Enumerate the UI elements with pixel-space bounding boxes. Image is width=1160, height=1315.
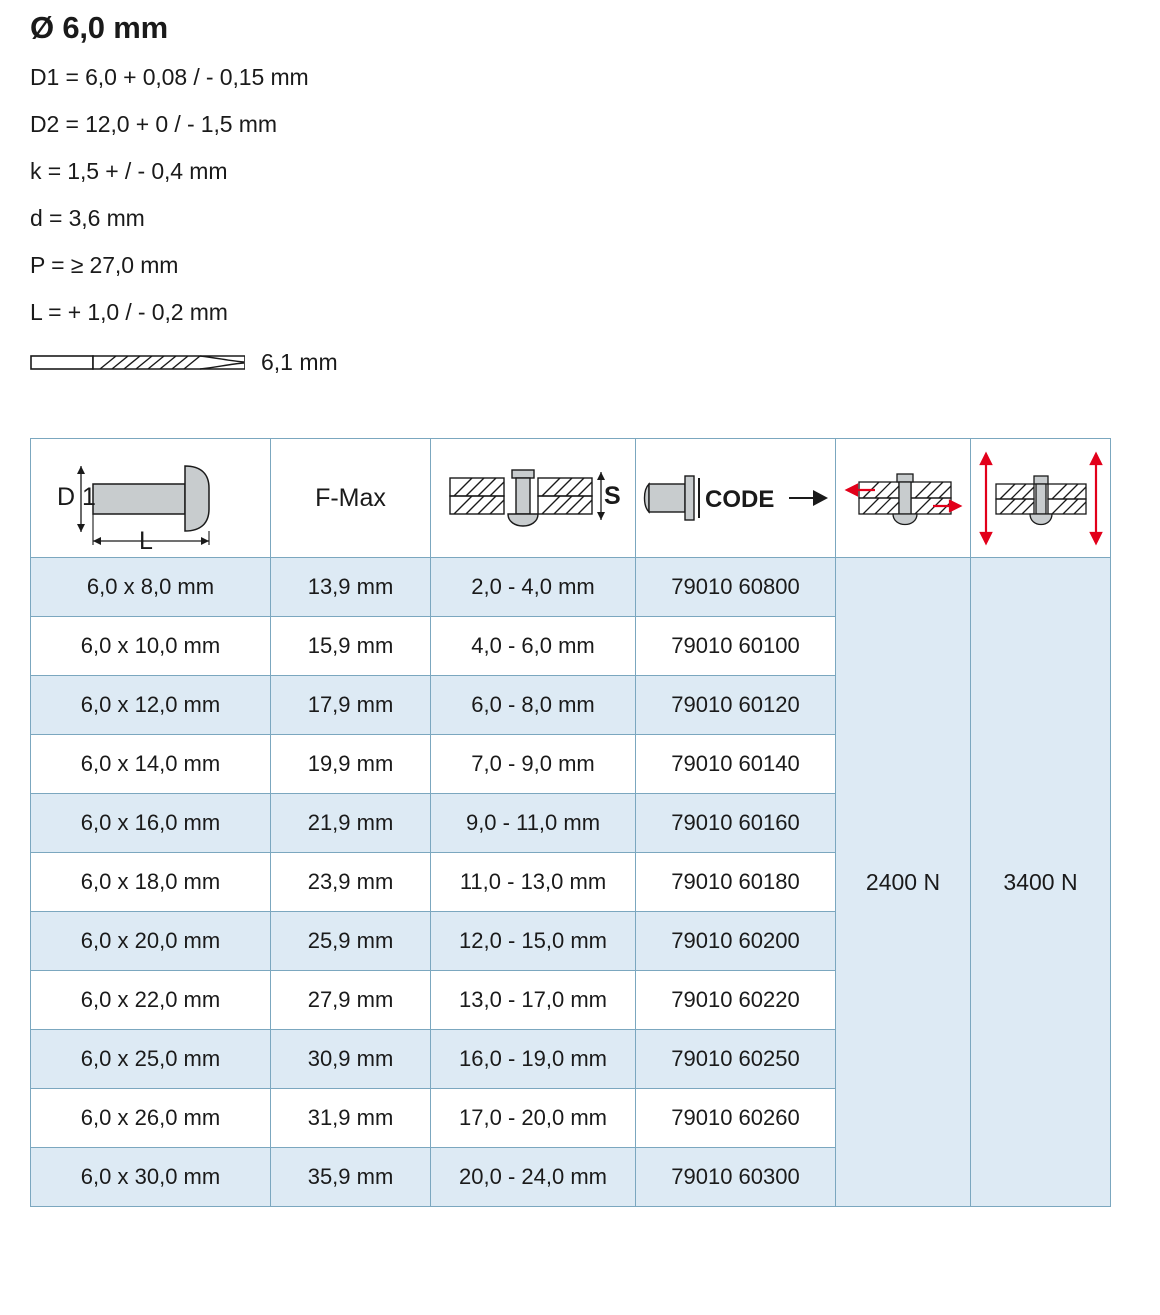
cell-code: 79010 60800	[636, 558, 836, 617]
cell-fmax: 25,9 mm	[271, 912, 431, 971]
cell-dimension: 6,0 x 8,0 mm	[31, 558, 271, 617]
drill-diameter-label: 6,1 mm	[261, 348, 338, 375]
svg-text:D 1: D 1	[56, 482, 96, 511]
cell-fmax: 27,9 mm	[271, 971, 431, 1030]
table-header-row	[31, 439, 1111, 558]
cell-thickness-range: 4,0 - 6,0 mm	[431, 617, 636, 676]
cell-thickness-range: 6,0 - 8,0 mm	[431, 676, 636, 735]
cell-fmax: 15,9 mm	[271, 617, 431, 676]
cell-dimension: 6,0 x 14,0 mm	[31, 735, 271, 794]
cell-fmax: 17,9 mm	[271, 676, 431, 735]
table-header	[31, 439, 1111, 558]
cell-dimension: 6,0 x 12,0 mm	[31, 676, 271, 735]
cell-fmax: 21,9 mm	[271, 794, 431, 853]
header-shear-cell	[836, 439, 971, 558]
header-thickness-cell	[431, 439, 636, 558]
cell-dimension: 6,0 x 16,0 mm	[31, 794, 271, 853]
cell-shear-force: 2400 N	[836, 558, 971, 1207]
spec-line-l: L = + 1,0 / - 0,2 mm	[30, 299, 228, 325]
cell-code: 79010 60300	[636, 1148, 836, 1207]
header-fmax-cell: F-Max	[271, 439, 431, 558]
cell-fmax: 19,9 mm	[271, 735, 431, 794]
cell-thickness-range: 13,0 - 17,0 mm	[431, 971, 636, 1030]
cell-thickness-range: 11,0 - 13,0 mm	[431, 853, 636, 912]
cell-fmax: 23,9 mm	[271, 853, 431, 912]
rivet-table-wrap	[30, 438, 1160, 1207]
cell-fmax: 13,9 mm	[271, 558, 431, 617]
svg-text:CODE: CODE	[705, 486, 775, 513]
cell-thickness-range: 16,0 - 19,0 mm	[431, 1030, 636, 1089]
cell-code: 79010 60140	[636, 735, 836, 794]
cell-code: 79010 60250	[636, 1030, 836, 1089]
datasheet-page	[0, 10, 1160, 1207]
cell-fmax: 35,9 mm	[271, 1148, 431, 1207]
drill-diameter-row	[30, 348, 1160, 376]
cell-dimension: 6,0 x 26,0 mm	[31, 1089, 271, 1148]
cell-thickness-range: 7,0 - 9,0 mm	[431, 735, 636, 794]
cell-thickness-range: 17,0 - 20,0 mm	[431, 1089, 636, 1148]
cell-code: 79010 60120	[636, 676, 836, 735]
cell-dimension: 6,0 x 20,0 mm	[31, 912, 271, 971]
cell-thickness-range: 2,0 - 4,0 mm	[431, 558, 636, 617]
cell-code: 79010 60220	[636, 971, 836, 1030]
cell-tensile-force: 3400 N	[971, 558, 1111, 1207]
rivet-specification-table	[30, 438, 1111, 1207]
cell-code: 79010 60180	[636, 853, 836, 912]
spec-line-d1: D1 = 6,0 + 0,08 / - 0,15 mm	[30, 64, 309, 90]
cell-code: 79010 60260	[636, 1089, 836, 1148]
cell-dimension: 6,0 x 25,0 mm	[31, 1030, 271, 1089]
cell-code: 79010 60160	[636, 794, 836, 853]
table-body	[31, 558, 1111, 1207]
header-tensile-cell	[971, 439, 1111, 558]
cell-dimension: 6,0 x 22,0 mm	[31, 971, 271, 1030]
spec-line-p: P = ≥ 27,0 mm	[30, 252, 179, 278]
spec-line-d2: D2 = 12,0 + 0 / - 1,5 mm	[30, 111, 277, 137]
svg-text:S: S	[603, 482, 621, 510]
page-title: Ø 6,0 mm	[30, 10, 168, 45]
svg-text:L: L	[138, 526, 153, 551]
cell-thickness-range: 20,0 - 24,0 mm	[431, 1148, 636, 1207]
cell-dimension: 6,0 x 18,0 mm	[31, 853, 271, 912]
spec-line-k: k = 1,5 + / - 0,4 mm	[30, 158, 228, 184]
cell-dimension: 6,0 x 30,0 mm	[31, 1148, 271, 1207]
cell-fmax: 30,9 mm	[271, 1030, 431, 1089]
header-dimension-cell	[31, 439, 271, 558]
spec-line-d: d = 3,6 mm	[30, 205, 145, 231]
table-row	[31, 558, 1111, 617]
header-code-cell	[636, 439, 836, 558]
cell-dimension: 6,0 x 10,0 mm	[31, 617, 271, 676]
cell-thickness-range: 12,0 - 15,0 mm	[431, 912, 636, 971]
cell-thickness-range: 9,0 - 11,0 mm	[431, 794, 636, 853]
cell-code: 79010 60100	[636, 617, 836, 676]
drill-bit-icon	[30, 348, 245, 376]
cell-code: 79010 60200	[636, 912, 836, 971]
cell-fmax: 31,9 mm	[271, 1089, 431, 1148]
